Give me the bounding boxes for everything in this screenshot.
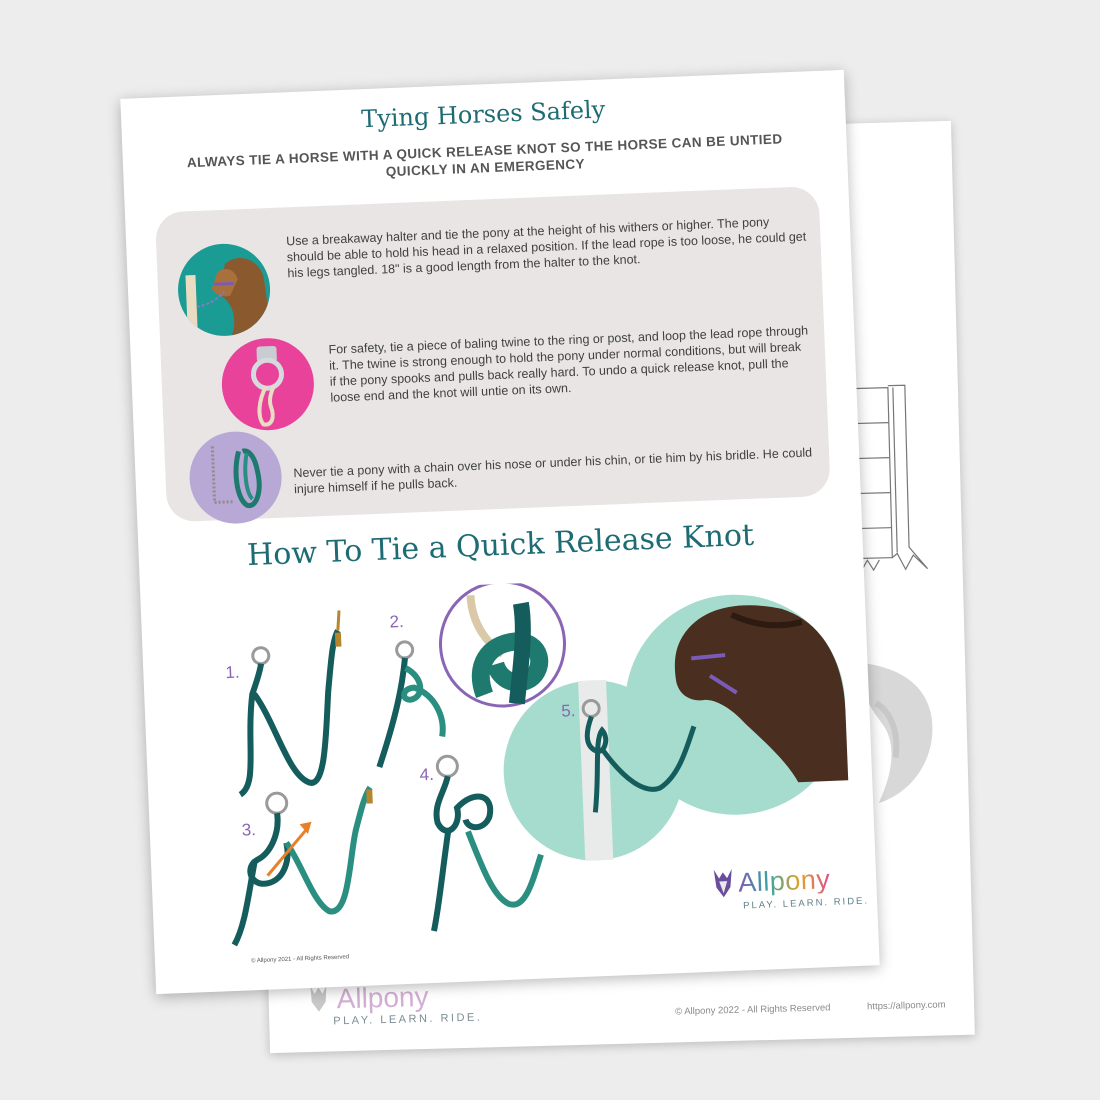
- front-logo-word: Allpony: [737, 863, 831, 898]
- ring-twine-icon: [220, 336, 316, 432]
- step-1-rope-icon: [233, 610, 347, 794]
- pony-tied-icon: [176, 242, 272, 338]
- front-copyright: © Allpony 2021 - All Rights Reserved: [250, 954, 350, 965]
- step-number-4: 4.: [419, 764, 435, 785]
- tip-breakaway-halter: Use a breakaway halter and tie the pony at the height of his withers or higher. The pony should be able to hold his head in a relaxed position. If the lead rope is too loose, he could get his legs tangled. 18" is a good length from the halter to the knot.: [285, 214, 807, 281]
- front-worksheet-page: [120, 70, 879, 994]
- safety-tips-box: [155, 186, 831, 522]
- knot-section-title: How To Tie a Quick Release Knot: [246, 517, 755, 574]
- tip-never-chain: Never tie a pony with a chain over his nose or under his chin, or tie him by his bridle. He could injure himself if he pulls back.: [293, 445, 813, 497]
- front-logo-tagline: PLAY. LEARN. RIDE.: [742, 895, 870, 912]
- chain-rope-icon: [188, 430, 284, 526]
- step-number-1: 1.: [225, 662, 240, 683]
- front-logo: [712, 863, 831, 900]
- back-footer-url[interactable]: https://allpony.com: [866, 999, 946, 1013]
- page-title: Tying Horses Safely: [360, 95, 606, 134]
- knot-steps-illustration: [140, 569, 879, 978]
- pony-head-icon: [308, 984, 329, 1015]
- page-subtitle: ALWAYS TIE A HORSE WITH A QUICK RELEASE KNOT SO THE HORSE CAN BE UNTIED QUICKLY IN AN EMERGENCY: [186, 131, 783, 180]
- step-number-2: 2.: [389, 611, 405, 632]
- tip-baling-twine: For safety, tie a piece of baling twine to the ring or post, and loop the lead rope through it. The twine is strong enough to hold the pony under normal conditions, but will break if the pony spooks and pulls back really hard. To undo a quick release knot, pull the loose end and the knot will untie on its own.: [328, 323, 809, 405]
- pony-head-icon: [712, 867, 735, 900]
- step-3-rope-icon: [228, 787, 378, 945]
- back-footer-copyright: © Allpony 2022 - All Rights Reserved: [675, 1002, 831, 1018]
- step-number-3: 3.: [241, 820, 257, 840]
- step-number-5: 5.: [560, 701, 576, 721]
- back-logo-word: Allpony: [336, 980, 429, 1015]
- back-logo-tagline: PLAY. LEARN. RIDE.: [333, 1011, 483, 1028]
